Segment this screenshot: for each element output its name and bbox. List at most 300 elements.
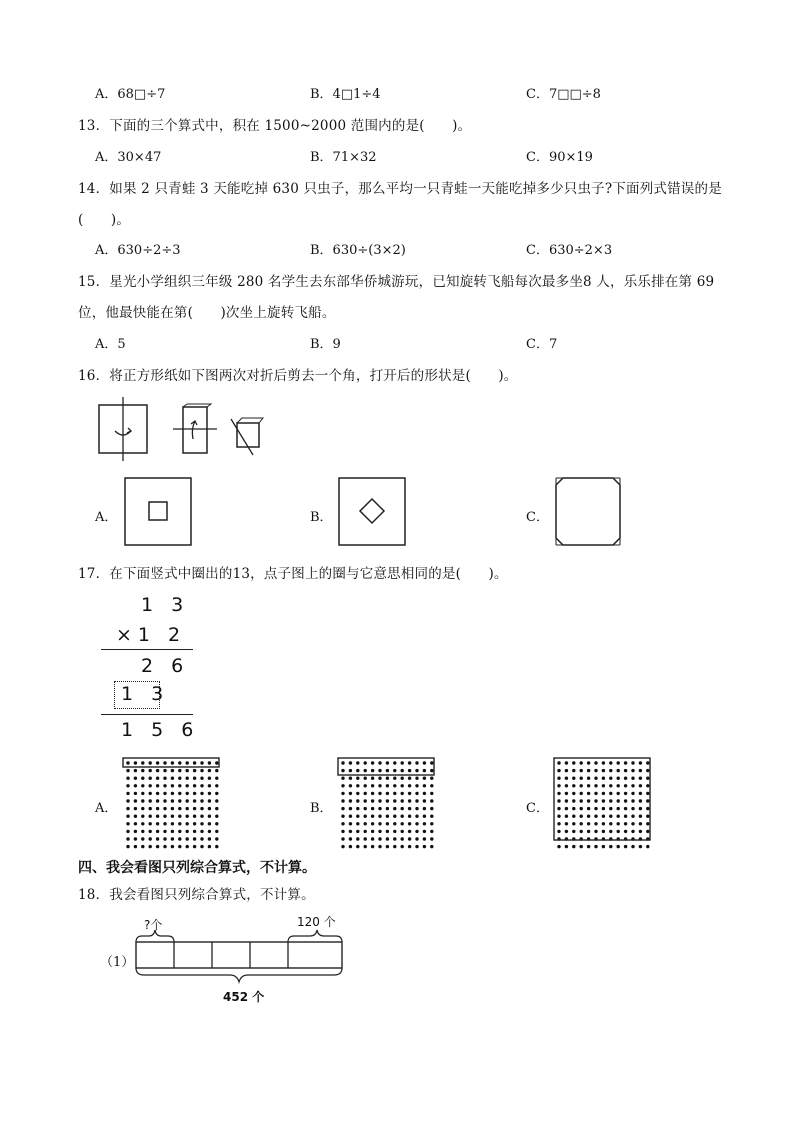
dot xyxy=(200,799,203,802)
calc-line-2 xyxy=(101,714,193,715)
dot xyxy=(156,784,159,787)
dot xyxy=(371,799,374,802)
dot xyxy=(624,815,627,818)
dot xyxy=(208,815,211,818)
dot xyxy=(386,784,389,787)
q18-sub-label: （1） xyxy=(100,955,135,970)
dot xyxy=(423,799,426,802)
dot xyxy=(639,807,642,810)
dot xyxy=(163,822,166,825)
dot xyxy=(631,792,634,795)
dot xyxy=(215,761,218,764)
dot xyxy=(386,807,389,810)
dot xyxy=(134,777,137,780)
dot xyxy=(186,784,189,787)
dot xyxy=(341,807,344,810)
dot xyxy=(594,784,597,787)
dot xyxy=(371,769,374,772)
dot xyxy=(587,792,590,795)
dot xyxy=(408,830,411,833)
dot xyxy=(587,830,590,833)
dot xyxy=(208,792,211,795)
dot xyxy=(208,784,211,787)
dot xyxy=(178,792,181,795)
q12-option-c: C．7□□÷8 xyxy=(526,87,601,102)
q13-option-a: A．30×47 xyxy=(95,150,162,165)
dot xyxy=(415,830,418,833)
calc-partial-2: 1 3 xyxy=(121,683,170,705)
dot xyxy=(572,830,575,833)
dot xyxy=(646,807,649,810)
dot xyxy=(415,837,418,840)
dot xyxy=(156,822,159,825)
dot xyxy=(200,792,203,795)
dot xyxy=(341,769,344,772)
dot xyxy=(557,815,560,818)
dot xyxy=(408,837,411,840)
dot xyxy=(141,822,144,825)
dot xyxy=(178,822,181,825)
dot xyxy=(356,837,359,840)
q16-option-b-shape xyxy=(338,477,406,547)
dot xyxy=(341,845,344,848)
q12-option-a: A．68□÷7 xyxy=(95,87,166,102)
dot xyxy=(178,784,181,787)
section-4-title: 四、我会看图只列综合算式，不计算。 xyxy=(78,860,316,876)
dot xyxy=(617,769,620,772)
dot xyxy=(587,799,590,802)
dot xyxy=(557,792,560,795)
dot xyxy=(580,784,583,787)
dot xyxy=(149,807,152,810)
dot xyxy=(594,830,597,833)
dot xyxy=(341,815,344,818)
dot xyxy=(557,799,560,802)
dot xyxy=(200,837,203,840)
dot xyxy=(617,815,620,818)
dot xyxy=(356,799,359,802)
dot xyxy=(386,822,389,825)
dot xyxy=(401,784,404,787)
dot xyxy=(186,799,189,802)
dot xyxy=(126,845,129,848)
dot xyxy=(386,845,389,848)
dot xyxy=(602,761,605,764)
dot xyxy=(631,777,634,780)
dot xyxy=(215,830,218,833)
dot xyxy=(646,769,649,772)
dot xyxy=(587,769,590,772)
dot xyxy=(156,830,159,833)
dot xyxy=(156,761,159,764)
dot xyxy=(631,807,634,810)
dot xyxy=(408,815,411,818)
dot xyxy=(423,845,426,848)
dot xyxy=(423,777,426,780)
dot xyxy=(200,830,203,833)
dot xyxy=(378,830,381,833)
dot xyxy=(186,815,189,818)
dot xyxy=(126,815,129,818)
dot xyxy=(208,830,211,833)
dot xyxy=(572,769,575,772)
dot xyxy=(430,837,433,840)
dot xyxy=(163,784,166,787)
dot xyxy=(163,799,166,802)
dot xyxy=(126,784,129,787)
dot xyxy=(149,830,152,833)
dot xyxy=(341,792,344,795)
dot xyxy=(646,777,649,780)
dot xyxy=(200,807,203,810)
dot xyxy=(408,777,411,780)
q18-unknown-label: ?个 xyxy=(144,918,163,932)
dot xyxy=(215,845,218,848)
dot xyxy=(393,822,396,825)
dot xyxy=(624,777,627,780)
dot xyxy=(639,761,642,764)
dot xyxy=(171,815,174,818)
dot xyxy=(565,807,568,810)
q17-label-a: A． xyxy=(95,801,118,816)
dot xyxy=(200,784,203,787)
dot xyxy=(149,769,152,772)
dot xyxy=(423,761,426,764)
dot xyxy=(386,769,389,772)
calc-result: 1 5 6 xyxy=(121,719,200,741)
dot xyxy=(215,822,218,825)
dot xyxy=(646,830,649,833)
dot xyxy=(423,769,426,772)
dot xyxy=(557,784,560,787)
dot xyxy=(580,807,583,810)
dot xyxy=(364,822,367,825)
dot xyxy=(386,830,389,833)
dot xyxy=(565,792,568,795)
dot xyxy=(364,792,367,795)
dot xyxy=(356,792,359,795)
dot xyxy=(371,815,374,818)
dot xyxy=(386,837,389,840)
dot xyxy=(609,799,612,802)
dot xyxy=(171,807,174,810)
dot xyxy=(631,845,634,848)
dot xyxy=(378,822,381,825)
dot xyxy=(639,830,642,833)
dot xyxy=(141,837,144,840)
fold-diagram xyxy=(95,395,265,465)
dot xyxy=(565,777,568,780)
dot xyxy=(594,845,597,848)
dot xyxy=(126,792,129,795)
dot xyxy=(624,792,627,795)
dot xyxy=(364,761,367,764)
q14-option-b: B．630÷(3×2) xyxy=(310,243,406,258)
dot xyxy=(208,769,211,772)
dot xyxy=(186,830,189,833)
dot xyxy=(609,784,612,787)
dot xyxy=(386,777,389,780)
dot xyxy=(401,792,404,795)
dot xyxy=(565,845,568,848)
dot xyxy=(580,822,583,825)
dot xyxy=(430,777,433,780)
dot xyxy=(200,815,203,818)
dot xyxy=(126,777,129,780)
dot xyxy=(149,784,152,787)
dot xyxy=(341,830,344,833)
dot xyxy=(408,784,411,787)
dot xyxy=(149,815,152,818)
dot xyxy=(178,830,181,833)
dot xyxy=(178,777,181,780)
dot xyxy=(617,845,620,848)
dot xyxy=(393,837,396,840)
dot xyxy=(178,761,181,764)
dot xyxy=(171,792,174,795)
dot xyxy=(349,837,352,840)
dot xyxy=(208,837,211,840)
dot xyxy=(378,761,381,764)
dot xyxy=(609,822,612,825)
dot xyxy=(378,837,381,840)
dot xyxy=(371,837,374,840)
dot xyxy=(609,777,612,780)
dot xyxy=(149,792,152,795)
dot xyxy=(171,761,174,764)
dot xyxy=(594,815,597,818)
q18-part-label: 120 个 xyxy=(297,915,336,929)
dot xyxy=(186,845,189,848)
dot xyxy=(364,784,367,787)
dot xyxy=(580,777,583,780)
dot xyxy=(580,792,583,795)
dot xyxy=(178,769,181,772)
dot xyxy=(215,792,218,795)
dot xyxy=(134,807,137,810)
dot xyxy=(587,822,590,825)
dot xyxy=(408,769,411,772)
dot xyxy=(646,822,649,825)
q18-total-label: 452 个 xyxy=(223,990,265,1004)
dot xyxy=(178,807,181,810)
dot xyxy=(580,830,583,833)
dot xyxy=(356,784,359,787)
dot xyxy=(371,807,374,810)
dot xyxy=(386,792,389,795)
dot xyxy=(572,822,575,825)
dot xyxy=(378,845,381,848)
dot xyxy=(163,830,166,833)
dot xyxy=(186,769,189,772)
dot xyxy=(602,784,605,787)
dot xyxy=(415,845,418,848)
dot xyxy=(617,784,620,787)
dot xyxy=(401,830,404,833)
dot xyxy=(602,777,605,780)
dot xyxy=(557,822,560,825)
dot xyxy=(415,807,418,810)
dot xyxy=(193,815,196,818)
dot xyxy=(624,799,627,802)
dot xyxy=(364,769,367,772)
dot xyxy=(609,769,612,772)
dot xyxy=(408,845,411,848)
q13-option-c: C．90×19 xyxy=(526,150,593,165)
dot xyxy=(386,815,389,818)
dot xyxy=(215,784,218,787)
dot xyxy=(156,807,159,810)
dot xyxy=(617,761,620,764)
dot xyxy=(126,769,129,772)
dot xyxy=(557,807,560,810)
dot xyxy=(639,784,642,787)
dot xyxy=(565,822,568,825)
dot xyxy=(371,777,374,780)
dot xyxy=(602,822,605,825)
dot xyxy=(200,845,203,848)
dot xyxy=(423,822,426,825)
dot xyxy=(126,807,129,810)
dot xyxy=(134,769,137,772)
dot xyxy=(565,784,568,787)
dot xyxy=(587,761,590,764)
dot xyxy=(631,830,634,833)
dot xyxy=(408,761,411,764)
dot xyxy=(141,799,144,802)
dot xyxy=(631,784,634,787)
dot xyxy=(617,777,620,780)
q16-label-b: B． xyxy=(310,510,333,525)
dot xyxy=(572,761,575,764)
dot xyxy=(624,830,627,833)
dot xyxy=(215,807,218,810)
dot xyxy=(156,792,159,795)
q14-option-a: A．630÷2÷3 xyxy=(95,243,181,258)
dot xyxy=(349,799,352,802)
dot xyxy=(609,807,612,810)
dot xyxy=(141,830,144,833)
dot xyxy=(624,845,627,848)
dot xyxy=(401,807,404,810)
q17-option-b-dots xyxy=(337,757,437,853)
dot xyxy=(171,845,174,848)
dot xyxy=(565,830,568,833)
dot xyxy=(186,761,189,764)
dot xyxy=(587,784,590,787)
dot xyxy=(178,815,181,818)
dot xyxy=(430,792,433,795)
dot xyxy=(393,769,396,772)
dot xyxy=(371,761,374,764)
dot xyxy=(572,815,575,818)
dot xyxy=(215,815,218,818)
q17-stem: 17．在下面竖式中圈出的13，点子图上的圈与它意思相同的是( )。 xyxy=(78,566,508,582)
dot xyxy=(126,822,129,825)
dot xyxy=(393,777,396,780)
dot xyxy=(408,822,411,825)
dot xyxy=(572,807,575,810)
dot xyxy=(149,777,152,780)
dot xyxy=(356,807,359,810)
dot xyxy=(587,815,590,818)
dot xyxy=(141,769,144,772)
dot xyxy=(156,815,159,818)
dot xyxy=(639,792,642,795)
dot xyxy=(602,815,605,818)
dot xyxy=(171,822,174,825)
dot xyxy=(423,807,426,810)
dot xyxy=(401,815,404,818)
q14-stem-line1: 14．如果 2 只青蛙 3 天能吃掉 630 只虫子，那么平均一只青蛙一天能吃掉多少只虫子?下面列式错误的是 xyxy=(78,181,722,197)
dot xyxy=(617,807,620,810)
dot xyxy=(631,799,634,802)
dot xyxy=(356,761,359,764)
dot xyxy=(349,807,352,810)
dot xyxy=(193,807,196,810)
dot xyxy=(356,822,359,825)
q15-stem-line2: 位，他最快能在第( )次坐上旋转飞船。 xyxy=(78,305,336,321)
dot xyxy=(401,761,404,764)
dot xyxy=(393,830,396,833)
dot xyxy=(617,830,620,833)
dot xyxy=(594,807,597,810)
calc-partial-1: 2 6 xyxy=(141,655,190,677)
dot xyxy=(557,845,560,848)
q14-option-c: C．630÷2×3 xyxy=(526,243,613,258)
dot xyxy=(430,822,433,825)
dot xyxy=(134,792,137,795)
q18-segment-diagram xyxy=(130,928,350,990)
dot xyxy=(393,815,396,818)
dot xyxy=(565,799,568,802)
dot xyxy=(356,815,359,818)
dot xyxy=(163,761,166,764)
dot xyxy=(602,845,605,848)
dot xyxy=(646,792,649,795)
q16-stem: 16．将正方形纸如下图两次对折后剪去一个角，打开后的形状是( )。 xyxy=(78,368,518,384)
calc-multiplicand: 1 3 xyxy=(141,594,190,616)
dot xyxy=(349,792,352,795)
dot xyxy=(646,761,649,764)
dot xyxy=(401,845,404,848)
dot xyxy=(580,845,583,848)
dot xyxy=(134,837,137,840)
dot xyxy=(193,784,196,787)
dot xyxy=(141,792,144,795)
dot xyxy=(423,830,426,833)
q16-option-a-shape xyxy=(124,477,192,547)
dot xyxy=(408,792,411,795)
dot xyxy=(208,761,211,764)
dot xyxy=(141,777,144,780)
dot xyxy=(215,799,218,802)
dot xyxy=(401,799,404,802)
dot xyxy=(580,769,583,772)
dot xyxy=(609,845,612,848)
dot xyxy=(609,830,612,833)
dot xyxy=(602,830,605,833)
dot xyxy=(171,799,174,802)
dot xyxy=(415,792,418,795)
dot xyxy=(631,769,634,772)
dot xyxy=(415,777,418,780)
dot xyxy=(430,830,433,833)
dot xyxy=(572,799,575,802)
dot xyxy=(401,777,404,780)
dot xyxy=(415,815,418,818)
dot xyxy=(126,799,129,802)
